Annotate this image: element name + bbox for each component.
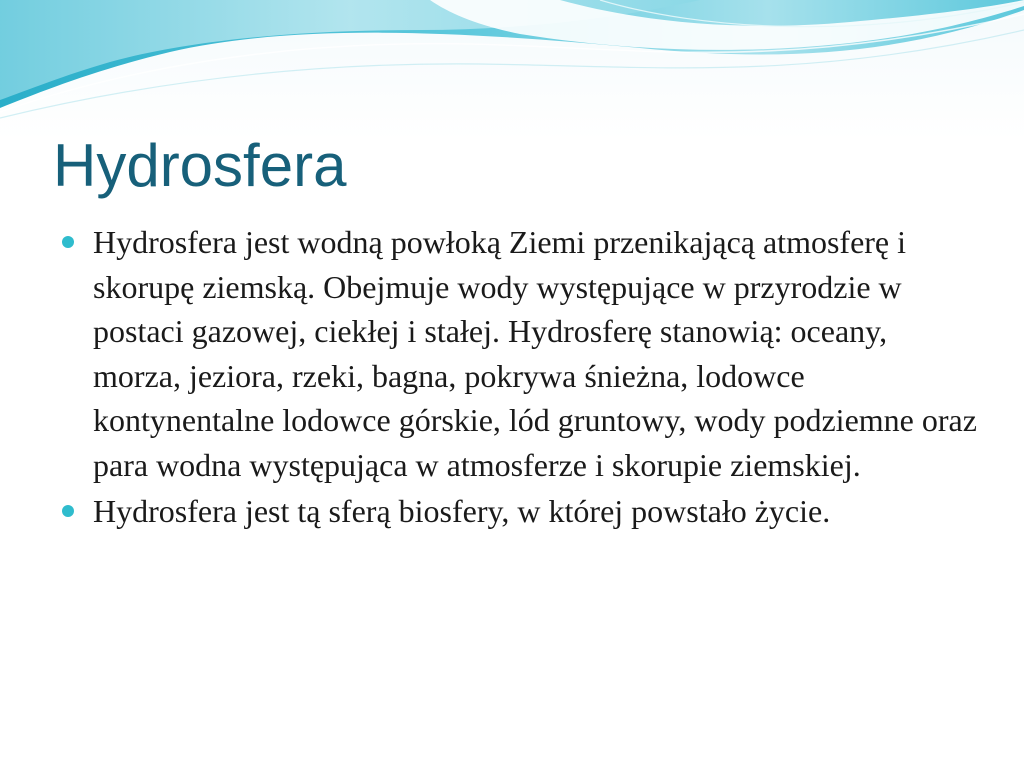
bullet-list: [62, 220, 977, 536]
bullet-dot-icon: [62, 236, 74, 248]
bullet-item: [62, 489, 977, 534]
bullet-text: Hydrosfera jest tą sferą biosfery, w której powstało życie.: [93, 493, 831, 529]
bullet-text: Hydrosfera jest wodną powłoką Ziemi przenikającą atmosferę i skorupę ziemską. Obejmuje wody występujące w przyrodzie w postaci gazowej, ciekłej i stałej. Hydrosferę stanowią: oceany, morza, jeziora, rzeki, bagna, pokrywa śnieżna, lodowce kontynentalne lodowce górskie, lód gruntowy, wody podziemne oraz para wodna występująca w atmosferze i skorupie ziemskiej.: [93, 224, 977, 483]
slide-title: Hydrosfera: [53, 132, 347, 199]
bullet-dot-icon: [62, 505, 74, 517]
bullet-item: [62, 220, 977, 487]
wave-decoration: [0, 0, 1024, 130]
